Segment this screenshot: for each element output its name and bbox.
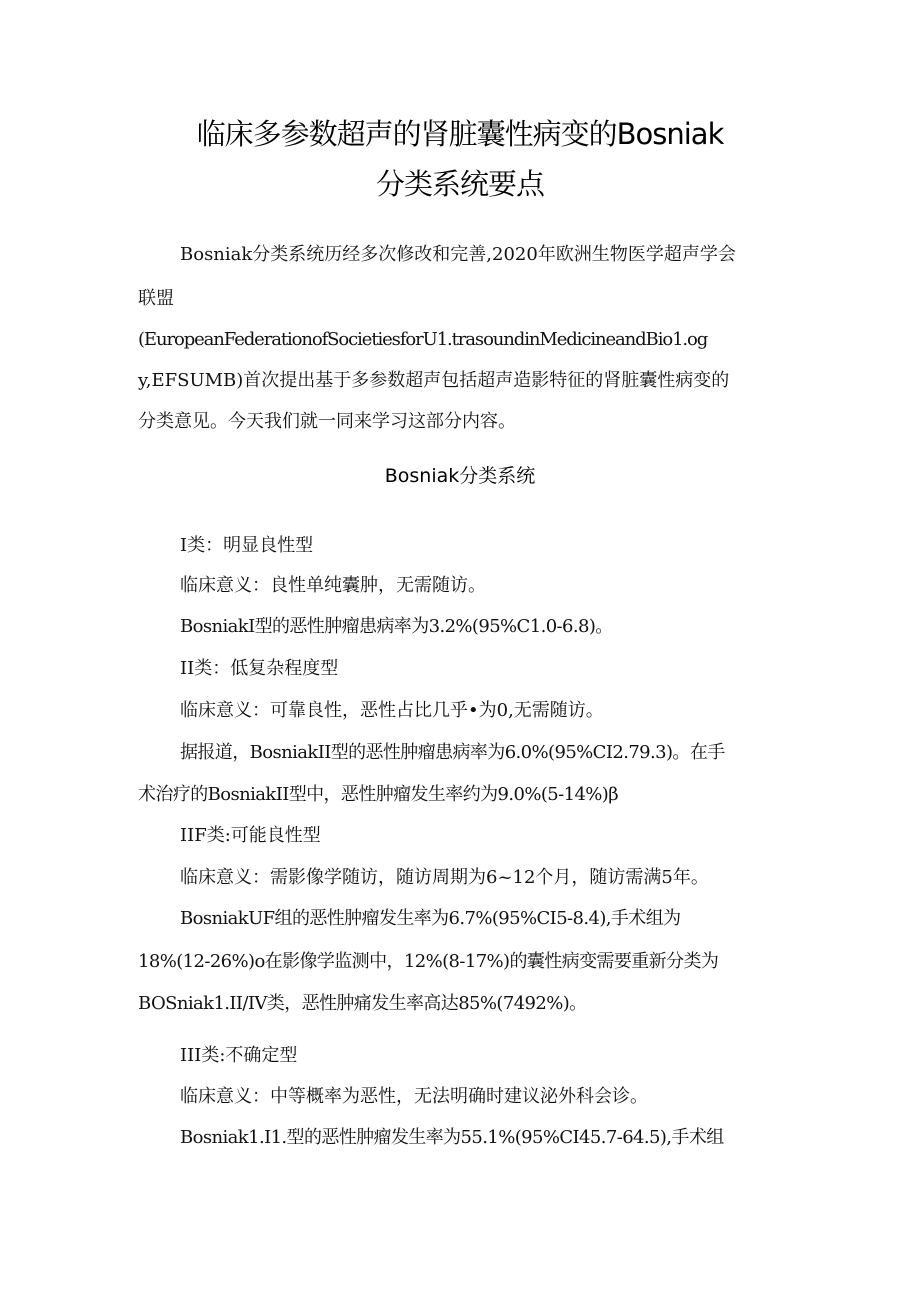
intro-paragraph-line-2: 联盟 [138, 288, 174, 309]
category-2f-heading: IIF类:可能良性型 [180, 825, 321, 846]
category-1-meaning: 临床意义：良性单纯囊肿，无需随访。 [180, 575, 486, 596]
category-2f-meaning: 临床意义：需影像学随访，随访周期为6~12个月，随访需满5年。 [180, 867, 709, 888]
category-2f-detail-line-2: 18%(12-26%)o在影像学监测中，12%(8-17%)的囊性病变需要重新分类为 [138, 951, 719, 972]
category-2f-detail-line-3: BOSniak1.II/IV类，恶性肿痛发生率高达85%(7492%)。 [138, 993, 587, 1014]
document-title-line-1: 临床多参数超声的肾脏囊性病变的Bosniak [196, 117, 724, 151]
section-heading: Bosniak分类系统 [384, 465, 536, 487]
intro-paragraph-line-3: (EuropeanFederationofSocietiesforU1.trasoundinMedicineandBio1.og [138, 329, 708, 350]
category-2-detail-line-2: 术治疗的BosniakII型中，恶性肿瘤发生率约为9.0%(5-14%)β [138, 784, 619, 805]
intro-paragraph-line-5: 分类意见。今天我们就一同来学习这部分内容。 [138, 411, 516, 432]
category-3-meaning: 临床意义：中等概率为恶性，无法明确时建议泌外科会诊。 [180, 1086, 648, 1107]
category-2-meaning: 临床意义：可靠良性，恶性占比几乎•为0,无需随访。 [180, 700, 604, 721]
category-2f-detail-line-1: BosniakUF组的恶性肿瘤发生率为6.7%(95%CI5-8.4),手术组为 [180, 908, 681, 929]
intro-paragraph-line-4: y,EFSUMB)首次提出基于多参数超声包括超声造影特征的肾脏囊性病变的 [138, 370, 730, 391]
category-1-heading: I类：明显良性型 [180, 535, 314, 556]
category-2-detail-line-1: 据报道，BosniakII型的恶性肿瘤患病率为6.0%(95%CI2.79.3)。在手 [180, 742, 725, 763]
category-3-detail-line-1: Bosniak1.I1.型的恶性肿瘤发生率为55.1%(95%CI45.7-64.5),手术组 [180, 1127, 724, 1148]
intro-paragraph-line-1: Bosniak分类系统历经多次修改和完善,2020年欧洲生物医学超声学会 [180, 244, 736, 265]
category-3-heading: III类:不确定型 [180, 1045, 298, 1066]
category-1-detail: BosniakI型的恶性肿瘤患病率为3.2%(95%C1.0-6.8)。 [180, 616, 613, 637]
category-2-heading: II类：低复杂程度型 [180, 658, 339, 679]
document-title-line-2: 分类系统要点 [375, 167, 544, 201]
